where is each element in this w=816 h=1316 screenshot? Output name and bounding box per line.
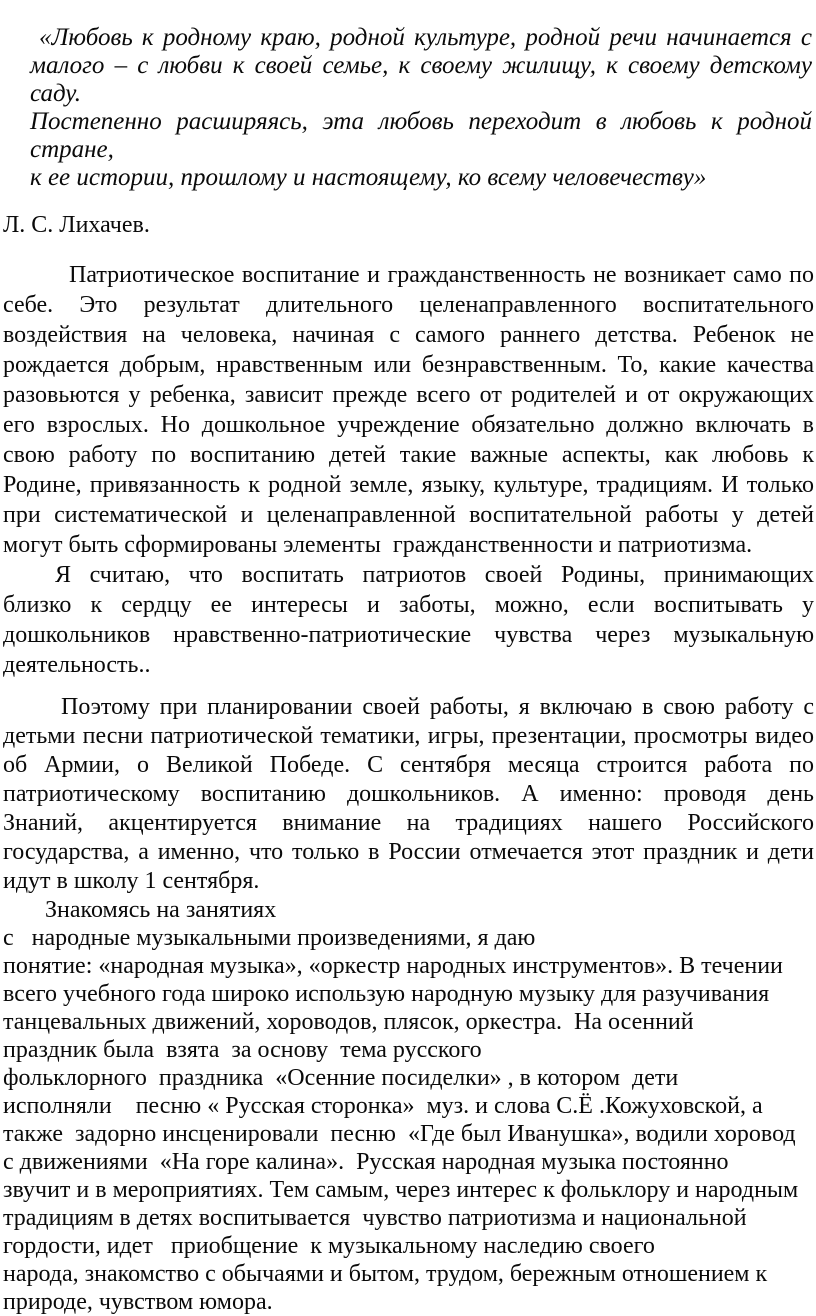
text-line: гордости, идет приобщение к музыкальному наследию своего xyxy=(3,1233,655,1259)
text-line: исполняли песню « Русская сторонка» муз. и слова С.Ё .Кожуховской, а xyxy=(3,1093,763,1119)
paragraph-author xyxy=(3,211,814,239)
text-line: патриотическому воспитанию дошкольников. А именно: проводя день xyxy=(3,781,814,807)
text-line: природе, чувством юмора. xyxy=(3,1289,273,1315)
text-line: при систематической и целенаправленной воспитательной работы у детей xyxy=(3,502,814,528)
text-line: Родине, привязанность к родной земле, языку, культуре, традициям. И только xyxy=(3,472,814,498)
text-line: государства, а именно, что только в России отмечается этот праздник и дети xyxy=(3,839,814,865)
text-line: Постепенно расширяясь, эта любовь переходит в любовь к родной стране, xyxy=(30,108,812,163)
text-line: идут в школу 1 сентября. xyxy=(3,868,260,894)
text-line: его взрослых. Но дошкольное учреждение обязательно должно включать в xyxy=(3,412,814,438)
text-line: рождается добрым, нравственным или безнравственным. То, какие качества xyxy=(3,352,814,378)
text-line: традициям в детях воспитывается чувство патриотизма и национальной xyxy=(3,1205,747,1231)
text-line: с движениями «На горе калина». Русская народная музыка постоянно xyxy=(3,1149,729,1175)
text-line: «Любовь к родному краю, родной культуре, родной речи начинается с xyxy=(39,24,812,51)
paragraph-epigraph xyxy=(30,24,812,192)
text-line: также задорно инсценировали песню «Где был Иванушка», водили хоровод xyxy=(3,1121,796,1147)
text-line: понятие: «народная музыка», «оркестр народных инструментов». В течении xyxy=(3,953,783,979)
text-line: всего учебного года широко использую народную музыку для разучивания xyxy=(3,981,770,1007)
text-line: Л. С. Лихачев. xyxy=(3,212,150,238)
text-line: воздействия на человека, начиная с самого раннего детства. Ребенок не xyxy=(3,322,814,348)
text-line: Я считаю, что воспитать патриотов своей Родины, принимающих xyxy=(55,562,814,588)
text-line: разовьются у ребенка, зависит прежде всего от родителей и от окружающих xyxy=(3,382,814,408)
text-line: малого – с любви к своей семье, к своему жилищу, к своему детскому саду. xyxy=(30,52,812,107)
text-line: народа, знакомство с обычаями и бытом, трудом, бережным отношением к xyxy=(3,1261,768,1287)
paragraph-belief xyxy=(3,560,814,680)
text-line: деятельность.. xyxy=(3,652,151,678)
text-line: к ее истории, прошлому и настоящему, ко всему человечеству» xyxy=(30,164,707,191)
paragraph-intro xyxy=(3,260,814,560)
text-line: праздник была взята за основу тема русского xyxy=(3,1037,482,1063)
text-line: об Армии, о Великой Победе. С сентября месяца строится работа по xyxy=(3,752,814,778)
text-line: себе. Это результат длительного целенаправленного воспитательного xyxy=(3,292,814,318)
document-content xyxy=(3,24,814,1316)
text-line: дошкольников нравственно-патриотические чувства через музыкальную xyxy=(3,622,814,648)
text-line: Патриотическое воспитание и гражданственность не возникает само по xyxy=(69,262,814,288)
text-line: танцевальных движений, хороводов, плясок, оркестра. На осенний xyxy=(3,1009,694,1035)
paragraph-planning xyxy=(3,693,814,896)
text-line: детьми песни патриотической тематики, игры, презентации, просмотры видео xyxy=(3,723,814,749)
text-line: Поэтому при планировании своей работы, я включаю в свою работу с xyxy=(61,694,814,720)
text-line: близко к сердцу ее интересы и заботы, можно, если воспитывать у xyxy=(3,592,814,618)
paragraph-folklore xyxy=(3,896,814,1316)
text-line: звучит и в мероприятиях. Тем самым, через интерес к фольклору и народным xyxy=(3,1177,799,1203)
text-line: фольклорного праздника «Осенние посиделки» , в котором дети xyxy=(3,1065,679,1091)
text-line: Знакомясь на занятиях xyxy=(45,897,277,923)
text-line: с народные музыкальными произведениями, я даю xyxy=(3,925,536,951)
text-line: Знаний, акцентируется внимание на традициях нашего Российского xyxy=(3,810,814,836)
text-line: могут быть сформированы элементы гражданственности и патриотизма. xyxy=(3,532,753,558)
text-line: свою работу по воспитанию детей такие важные аспекты, как любовь к xyxy=(3,442,814,468)
